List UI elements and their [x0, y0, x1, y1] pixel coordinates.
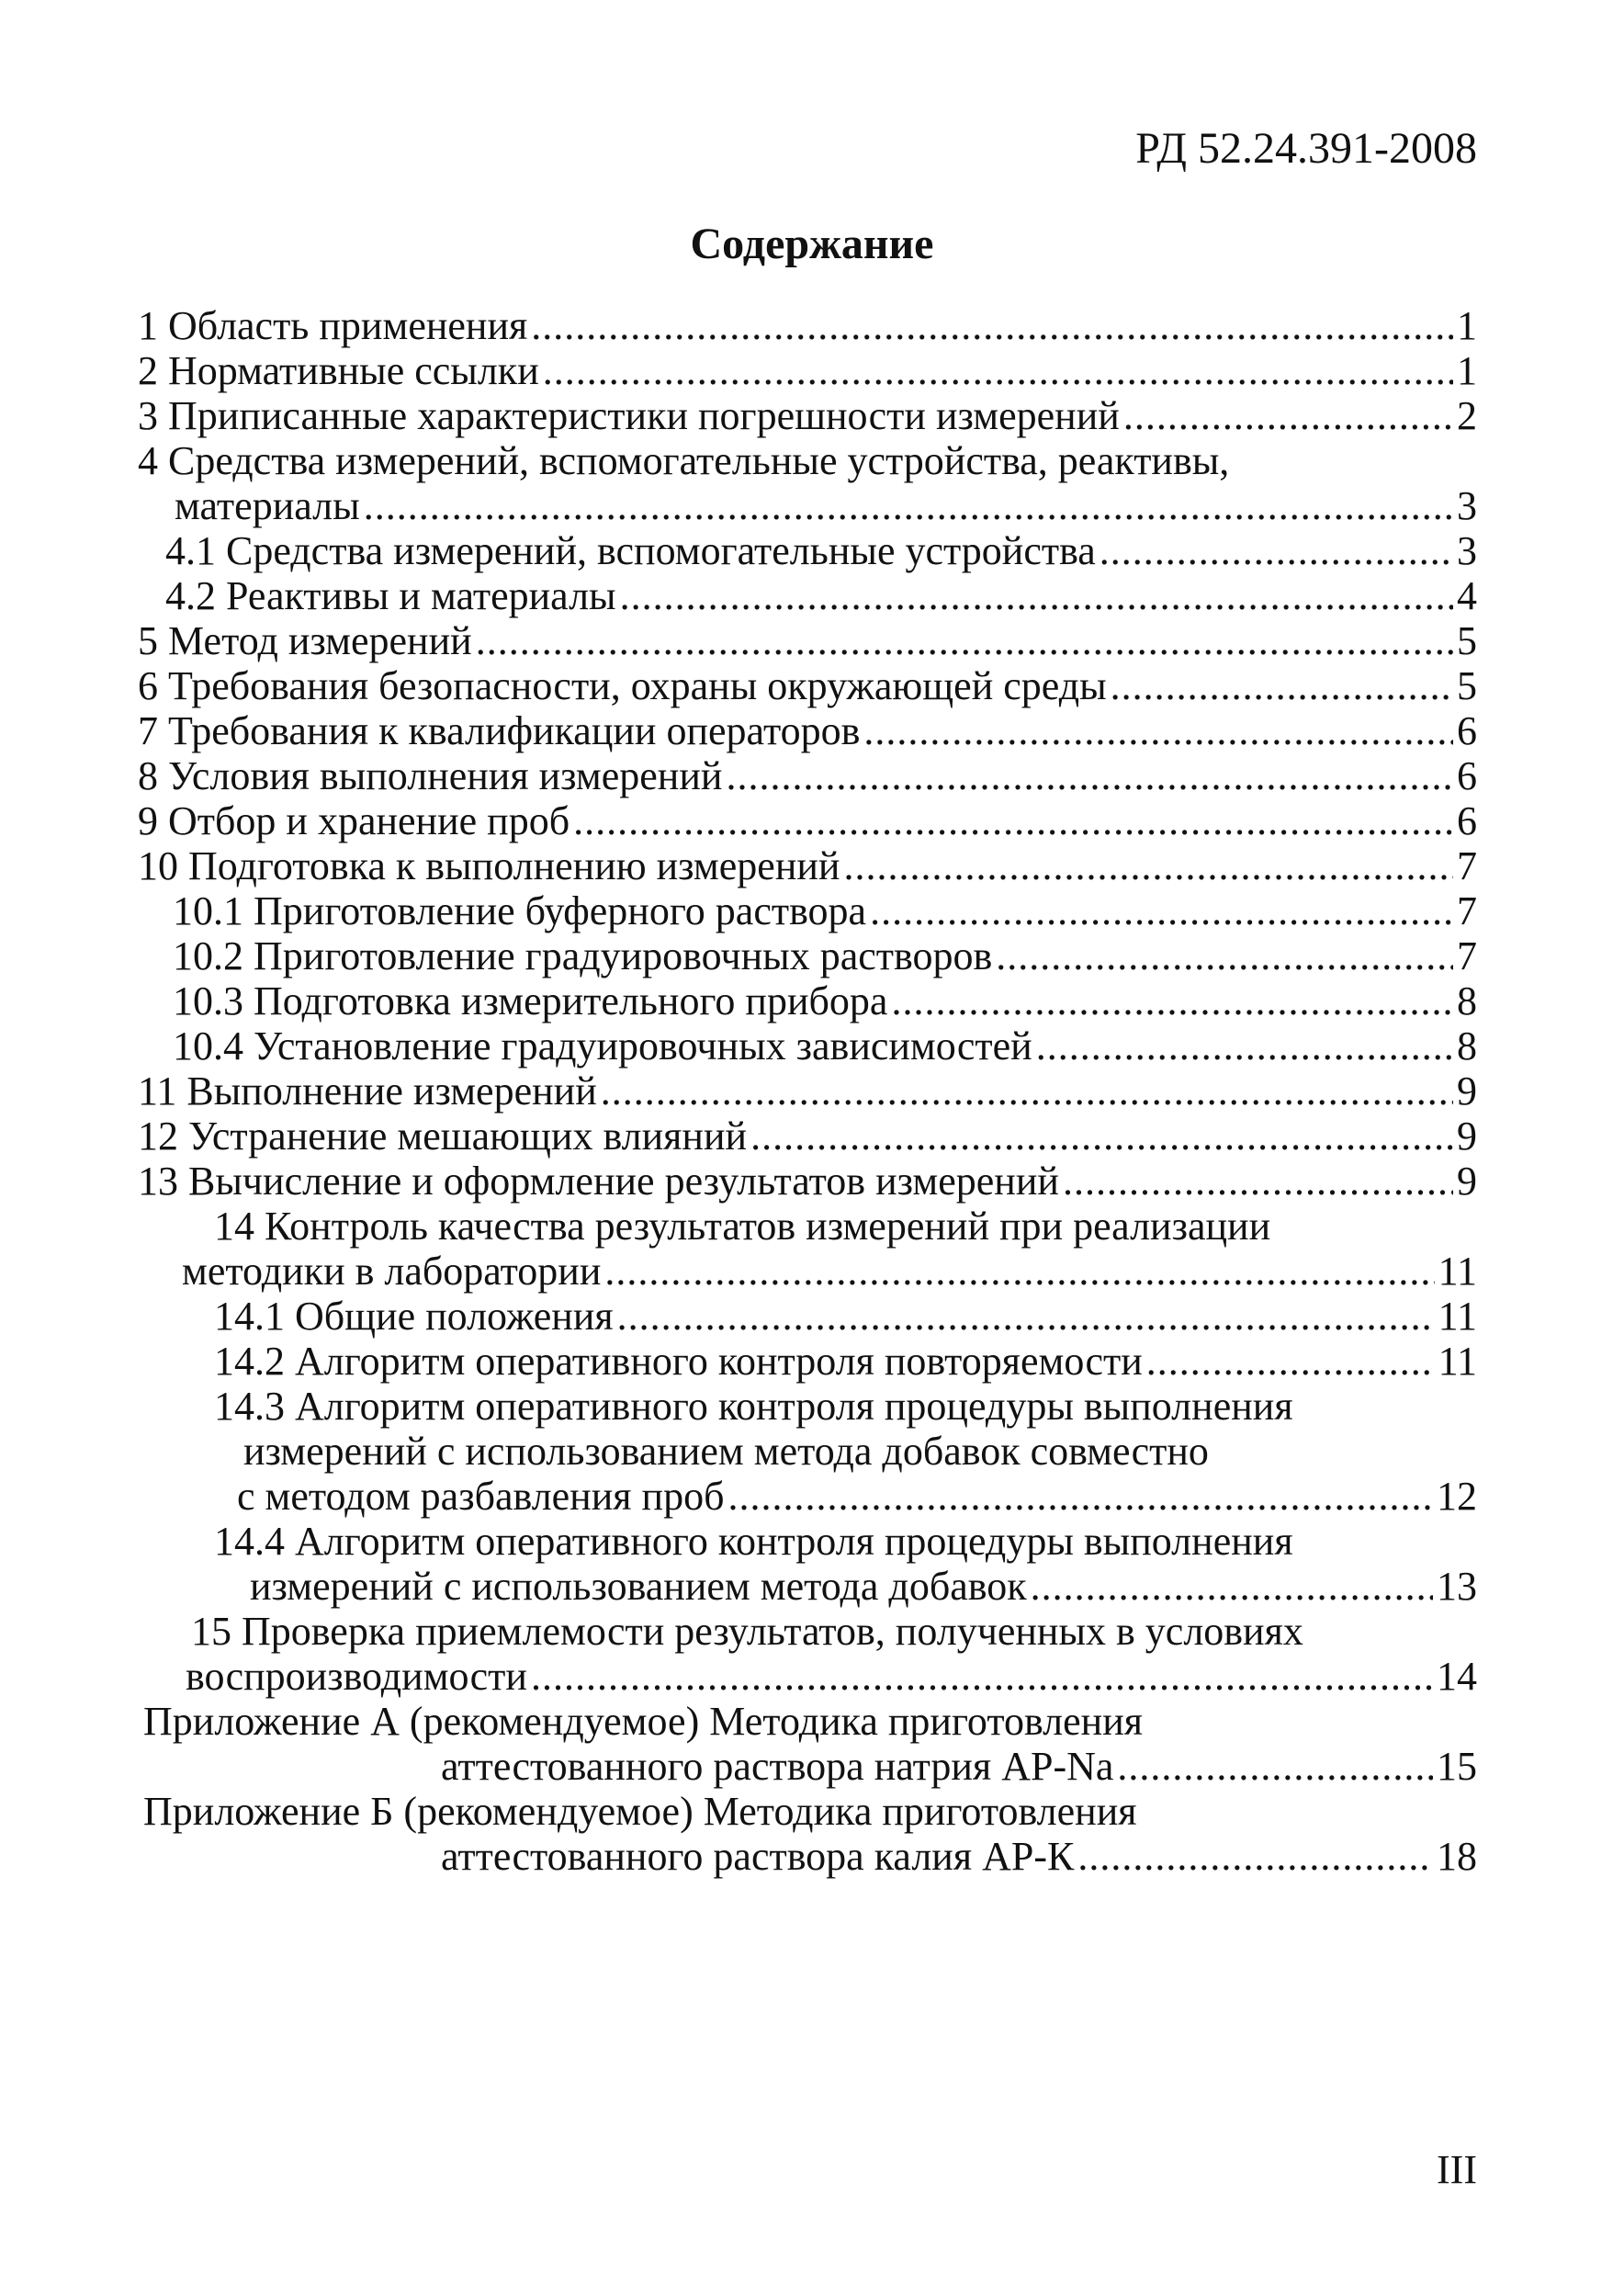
toc-leader — [573, 798, 1453, 844]
toc-entry-page: 8 — [1457, 978, 1477, 1023]
toc-entry-page: 11 — [1438, 1294, 1477, 1339]
toc-entry-page: 12 — [1437, 1474, 1477, 1519]
toc-entry-text: 15 Проверка приемлемости результатов, полученных в условиях — [191, 1609, 1303, 1654]
toc-entry — [441, 1834, 1477, 1880]
toc-entry — [138, 1069, 1477, 1114]
toc-leader — [531, 303, 1453, 349]
toc-leader — [843, 843, 1453, 889]
toc-entry-page: 3 — [1457, 528, 1477, 573]
toc-entry-text: 10.1 Приготовление буферного раствора — [173, 888, 867, 933]
toc-entry — [138, 663, 1477, 709]
toc-entry — [138, 393, 1477, 439]
toc-entry-page: 7 — [1457, 843, 1477, 888]
toc-leader — [1117, 1744, 1433, 1790]
toc-entry-heading — [243, 1429, 1477, 1475]
toc-leader — [604, 1249, 1434, 1295]
toc-entry-text: 14.2 Алгоритм оперативного контроля повторяемости — [214, 1339, 1143, 1384]
toc-entry — [138, 753, 1477, 799]
toc-entry-text: 3 Приписанные характеристики погрешности измерений — [138, 393, 1120, 438]
toc-leader — [1036, 1023, 1453, 1069]
toc-entry — [165, 528, 1477, 574]
toc-leader — [863, 708, 1453, 754]
toc-entry — [138, 348, 1477, 394]
toc-entry-text: 10.3 Подготовка измерительного прибора — [173, 978, 888, 1023]
toc-leader — [1031, 1564, 1433, 1610]
toc-entry-page: 5 — [1457, 618, 1477, 663]
toc-entry-page: 13 — [1437, 1564, 1477, 1609]
toc-leader — [1146, 1339, 1435, 1385]
toc-entry-text: 14.1 Общие положения — [214, 1294, 614, 1339]
toc-entry-page: 9 — [1457, 1069, 1477, 1114]
toc-entry — [138, 708, 1477, 754]
toc-entry-page: 9 — [1457, 1159, 1477, 1204]
toc-entry — [138, 843, 1477, 889]
toc-entry-text: 4.2 Реактивы и материалы — [165, 573, 616, 618]
toc-entry-page: 6 — [1457, 708, 1477, 753]
toc-entry-text: 6 Требования безопасности, охраны окружающей среды — [138, 663, 1107, 708]
toc-leader — [727, 1474, 1433, 1520]
toc-entry — [173, 933, 1477, 979]
toc-entry-page: 6 — [1457, 753, 1477, 798]
toc-entry — [138, 1159, 1477, 1204]
toc-entry — [173, 978, 1477, 1024]
toc-entry-text: измерений с использованием метода добавок — [250, 1564, 1027, 1609]
toc-entry-page: 1 — [1457, 348, 1477, 393]
page-number: III — [1437, 2147, 1477, 2192]
toc-entry-page: 4 — [1457, 573, 1477, 618]
toc-entry-text: 4 Средства измерений, вспомогательные устройства, реактивы, — [138, 438, 1230, 483]
toc-entry-text: измерений с использованием метода добавок совместно — [243, 1429, 1209, 1474]
toc-entry-text: 14 Контроль качества результатов измерений при реализации — [214, 1204, 1271, 1249]
toc-entry-page: 8 — [1457, 1023, 1477, 1069]
toc-entry-text: методики в лаборатории — [182, 1249, 602, 1294]
toc-entry — [138, 1114, 1477, 1159]
toc-leader — [620, 573, 1453, 619]
toc-entry-page: 1 — [1457, 303, 1477, 348]
toc-entry — [138, 303, 1477, 349]
toc-entry — [175, 483, 1477, 529]
toc-entry-page: 3 — [1457, 483, 1477, 528]
toc-entry-text: 7 Требования к квалификации операторов — [138, 708, 861, 753]
toc-entry-page: 6 — [1457, 798, 1477, 843]
toc-entry-heading — [143, 1699, 1477, 1745]
toc-entry-page: 11 — [1438, 1249, 1477, 1294]
toc-entry-text: 4.1 Средства измерений, вспомогательные устройства — [165, 528, 1096, 573]
toc-entry-text: 5 Метод измерений — [138, 618, 472, 663]
toc-entry-text: материалы — [175, 483, 360, 528]
toc-entry-page: 7 — [1457, 888, 1477, 933]
toc-entry-text: 2 Нормативные ссылки — [138, 348, 539, 393]
toc-leader — [870, 888, 1453, 934]
toc-entry-text: аттестованного раствора калия АР-К — [441, 1834, 1075, 1879]
toc-entry-text: Приложение Б (рекомендуемое) Методика приготовления — [143, 1789, 1137, 1834]
toc-entry-text: аттестованного раствора натрия АР-Na — [441, 1744, 1114, 1789]
toc-entry-page: 18 — [1437, 1834, 1477, 1879]
toc-entry — [173, 888, 1477, 934]
toc-entry-text: 10.2 Приготовление градуировочных растворов — [173, 933, 993, 978]
toc-leader — [543, 348, 1453, 394]
toc-entry-heading — [143, 1789, 1477, 1835]
toc-entry — [441, 1744, 1477, 1790]
toc-leader — [726, 753, 1453, 799]
toc-entry-heading — [138, 438, 1477, 484]
toc-entry — [165, 573, 1477, 619]
toc-entry-text: 10.4 Установление градуировочных зависимостей — [173, 1023, 1032, 1069]
toc-entry-page: 14 — [1437, 1654, 1477, 1699]
toc-leader — [996, 933, 1453, 979]
toc-entry-heading — [214, 1204, 1477, 1249]
toc-entry-heading — [191, 1609, 1477, 1655]
toc-entry-page: 7 — [1457, 933, 1477, 978]
toc-entry-text: 8 Условия выполнения измерений — [138, 753, 723, 798]
toc-leader — [1063, 1159, 1453, 1204]
toc-entry-text: 10 Подготовка к выполнению измерений — [138, 843, 840, 888]
toc-entry — [237, 1474, 1477, 1520]
toc-entry — [250, 1564, 1477, 1610]
toc-leader — [1100, 528, 1453, 574]
toc-entry — [173, 1023, 1477, 1069]
toc-entry-text: с методом разбавления проб — [237, 1474, 725, 1519]
toc-entry — [214, 1339, 1477, 1385]
toc-entry-heading — [214, 1384, 1477, 1430]
toc-entry-text: Приложение А (рекомендуемое) Методика приготовления — [143, 1699, 1143, 1744]
toc-leader — [1111, 663, 1453, 709]
toc-leader — [601, 1069, 1453, 1114]
toc-leader — [750, 1114, 1453, 1159]
toc-entry-text: 14.3 Алгоритм оперативного контроля процедуры выполнения — [214, 1384, 1293, 1429]
toc-entry — [138, 618, 1477, 664]
toc-entry-text: 9 Отбор и хранение проб — [138, 798, 570, 843]
toc-entry-page: 11 — [1438, 1339, 1477, 1384]
page-title: Содержание — [690, 220, 934, 268]
toc-entry-text: 13 Вычисление и оформление результатов измерений — [138, 1159, 1059, 1204]
toc-leader — [1077, 1834, 1433, 1880]
toc-entry — [182, 1249, 1477, 1295]
toc-entry-page: 15 — [1437, 1744, 1477, 1789]
toc-leader — [364, 483, 1453, 529]
toc-leader — [891, 978, 1453, 1024]
toc-entry-text: 11 Выполнение измерений — [138, 1069, 597, 1114]
toc-entry-text: 12 Устранение мешающих влияний — [138, 1114, 748, 1159]
toc-leader — [476, 618, 1453, 664]
toc-entry — [138, 798, 1477, 844]
toc-entry-text: 14.4 Алгоритм оперативного контроля процедуры выполнения — [214, 1519, 1293, 1564]
toc-leader — [531, 1654, 1433, 1700]
toc-entry-text: воспроизводимости — [186, 1654, 527, 1699]
toc-entry-page: 2 — [1457, 393, 1477, 438]
toc-entry-page: 9 — [1457, 1114, 1477, 1159]
toc-entry-text: 1 Область применения — [138, 303, 528, 348]
toc-entry-heading — [214, 1519, 1477, 1565]
document-code: РД 52.24.391-2008 — [1135, 124, 1477, 173]
toc-entry-page: 5 — [1457, 663, 1477, 708]
toc-entry — [214, 1294, 1477, 1340]
toc-leader — [617, 1294, 1435, 1340]
toc-leader — [1123, 393, 1453, 439]
toc-entry — [186, 1654, 1477, 1700]
